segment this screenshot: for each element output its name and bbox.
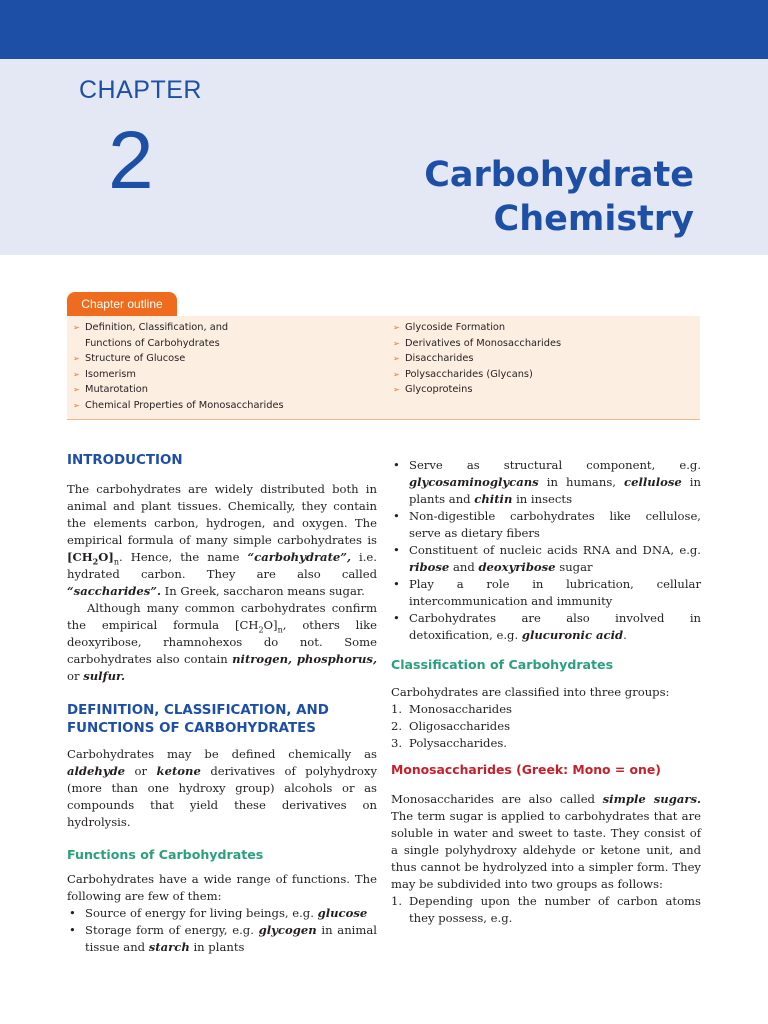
chapter-title [354,153,694,241]
arrow-icon: ➢ [73,354,80,364]
right-column [391,457,701,927]
monosaccharides-list [391,893,701,927]
chapter-label: CHAPTER [79,76,202,104]
chapter-number: 2 [108,115,154,206]
chapter-title-line2: Chemistry [493,199,694,239]
classification-list [391,701,701,752]
list-item: • Play a role in lubrication, cellular intercommunication and immunity [393,577,701,608]
outline-item: ➢ Mutarotation [67,382,367,398]
list-item: 1. Depending upon the number of carbon atoms they possess, e.g. [391,894,701,925]
arrow-icon: ➢ [73,400,80,410]
arrow-icon: ➢ [73,369,80,379]
outline-right-list [387,320,687,398]
outline-item: ➢ Glycoproteins [387,382,687,398]
list-item: • Storage form of energy, e.g. glycogen in animal tissue and starch in plants [69,923,378,954]
introduction-heading: INTRODUCTION [67,453,183,468]
arrow-icon: ➢ [393,338,400,348]
outline-item-continuation: Functions of Carbohydrates [85,337,220,349]
list-item: 3. Polysaccharides. [391,736,507,750]
intro-paragraph-1: The carbohydrates are widely distributed both in animal and plant tissues. Chemically, they contain the elements carbon, hydrogen, and oxygen. The empirical formula of many simple carbohydrates is $[CH_2O]_n$. Hence, the name “carbohydrate”, i.e. hydrated carbon. They are also called “saccharides”. In Greek, saccharon means sugar. [67,482,377,598]
list-item: 1. Monosaccharides [391,702,513,716]
arrow-icon: ➢ [73,323,80,332]
list-item: • Carbohydrates are also involved in detoxification, e.g. glucuronic acid. [393,611,701,642]
outline-item: ➢ Definition, Classification, and [67,320,367,336]
outline-item: ➢ Isomerism [67,367,367,383]
list-item: • Source of energy for living beings, e.g. glucose [69,906,368,920]
arrow-icon: ➢ [393,385,400,395]
outline-item: ➢ Glycoside Formation [387,320,687,336]
chapter-outline-box [67,316,700,420]
functions-list [67,905,377,956]
outline-item: ➢ Structure of Glucose [67,351,367,367]
outline-item: ➢ Disaccharides [387,351,687,367]
arrow-icon: ➢ [393,354,400,364]
classification-heading: Classification of Carbohydrates [391,657,614,672]
intro-paragraph-2: Although many common carbohydrates confirm the empirical formula $[CH_2O]_n$, others like deoxyribose, rhamnohexos do not. Some carbohydrates also contain nitrogen, phosphorus, or sulfur. [67,601,377,683]
chapter-outline-tab: Chapter outline [67,292,177,317]
arrow-icon: ➢ [393,369,400,379]
functions-heading: Functions of Carbohydrates [67,847,264,862]
definition-paragraph: Carbohydrates may be defined chemically as aldehyde or ketone derivatives of polyhydroxy (more than one hydroxy group) alcohols or as compounds that yield these derivatives on hydrolysis. [67,747,377,829]
functions-list-continued [391,457,701,644]
outline-left-list [67,320,367,414]
top-bar [0,0,768,59]
left-column [67,452,377,956]
chapter-title-line1: Carbohydrate [424,155,694,195]
list-item: 2. Oligosaccharides [391,719,511,733]
classification-intro: Carbohydrates are classified into three groups: [391,685,670,699]
outline-item: ➢ Derivatives of Monosaccharides [387,336,687,352]
arrow-icon: ➢ [73,385,80,395]
monosaccharides-heading: Monosaccharides (Greek: Mono = one) [391,762,661,777]
definition-heading: DEFINITION, CLASSIFICATION, AND FUNCTIONS OF CARBOHYDRATES [67,703,329,736]
list-item: • Constituent of nucleic acids RNA and DNA, e.g. ribose and deoxyribose sugar [393,543,701,574]
functions-intro: Carbohydrates have a wide range of functions. The following are few of them: [67,872,377,903]
outline-item: ➢ Polysaccharides (Glycans) [387,367,687,383]
outline-item: ➢ Chemical Properties of Monosaccharides [67,398,367,414]
list-item: • Non-digestible carbohydrates like cellulose, serve as dietary fibers [393,509,701,540]
monosaccharides-paragraph: Monosaccharides are also called simple sugars. The term sugar is applied to carbohydrates that are soluble in water and sweet to taste. They consist of a single polyhydroxy aldehyde or ketone unit, and thus cannot be hydrolyzed into a simpler form. They may be subdivided into two groups as follows: [391,792,702,891]
list-item: • Serve as structural component, e.g. glycosaminoglycans in humans, cellulose in plants and chitin in insects [393,458,701,506]
arrow-icon: ➢ [393,323,400,332]
